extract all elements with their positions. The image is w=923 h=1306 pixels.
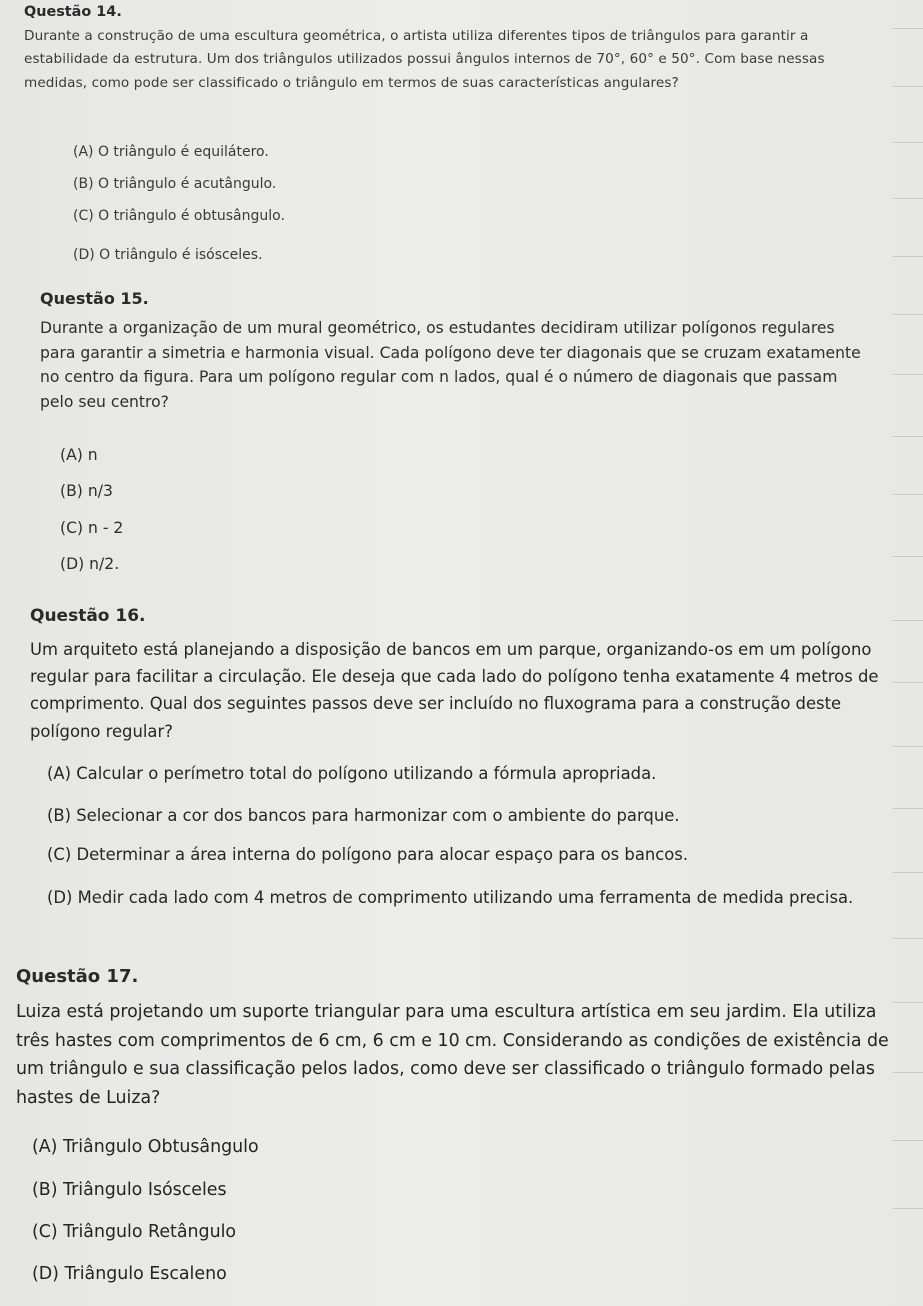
question-15: [40, 289, 870, 573]
question-17: [16, 966, 911, 1284]
question-16-title: Questão 16.: [30, 606, 146, 626]
margin-rule: [893, 374, 923, 375]
margin-rule: [893, 1072, 923, 1073]
question-14-title: Questão 14.: [24, 4, 122, 20]
margin-rule: [893, 314, 923, 315]
question-14-text: Durante a construção de uma escultura geométrica, o artista utiliza diferentes tipos de triângulos para garantir a estabilidade da estrutura. Um dos triângulos utilizados possui ângulos internos de 70°, 60° e 50°. Com base nessas medidas, como pode ser classificado o triângulo em termos de suas características angulares?: [24, 28, 825, 91]
margin-rule: [893, 1002, 923, 1003]
margin-rule: [893, 746, 923, 747]
margin-rule: [893, 86, 923, 87]
margin-rule: [893, 198, 923, 199]
margin-rule: [893, 142, 923, 143]
margin-rule: [893, 808, 923, 809]
question-16-option-b[interactable]: (B) Selecionar a cor dos bancos para harmonizar com o ambiente do parque.: [47, 806, 680, 825]
margin-rule: [893, 494, 923, 495]
question-17-option-d[interactable]: (D) Triângulo Escaleno: [32, 1264, 227, 1284]
question-16-option-c[interactable]: (C) Determinar a área interna do polígono para alocar espaço para os bancos.: [47, 845, 689, 864]
question-16: [30, 606, 900, 907]
margin-rule: [893, 256, 923, 257]
margin-rule: [893, 1140, 923, 1141]
question-17-option-c[interactable]: (C) Triângulo Retângulo: [32, 1222, 237, 1242]
margin-rule: [893, 938, 923, 939]
question-14-option-b[interactable]: (B) O triângulo é acutângulo.: [73, 176, 277, 192]
question-16-option-a[interactable]: (A) Calcular o perímetro total do polígono utilizando a fórmula apropriada.: [47, 764, 657, 783]
question-15-option-c[interactable]: (C) n - 2: [60, 519, 124, 537]
question-14-option-d[interactable]: (D) O triângulo é isósceles.: [73, 247, 263, 263]
question-17-option-a[interactable]: (A) Triângulo Obtusângulo: [32, 1137, 259, 1157]
question-15-title: Questão 15.: [40, 289, 149, 308]
question-15-option-d[interactable]: (D) n/2.: [60, 555, 120, 573]
margin-rule: [893, 682, 923, 683]
margin-rule: [893, 436, 923, 437]
question-17-text: Luiza está projetando um suporte triangular para uma escultura artística em seu jardim. Ela utiliza três hastes com comprimentos de 6 cm, 6 cm e 10 cm. Considerando as condições de existência de um triângulo e sua classificação pelos lados, como deve ser classificado o triângulo formado pelas hastes de Luiza?: [16, 1002, 889, 1108]
margin-rule: [893, 556, 923, 557]
question-14-option-c[interactable]: (C) O triângulo é obtusângulo.: [73, 208, 285, 224]
question-14-option-a[interactable]: (A) O triângulo é equilátero.: [73, 144, 269, 160]
margin-rule: [893, 1208, 923, 1209]
margin-rule: [893, 28, 923, 29]
question-15-option-b[interactable]: (B) n/3: [60, 482, 113, 500]
question-15-text: Durante a organização de um mural geométrico, os estudantes decidiram utilizar polígonos regulares para garantir a simetria e harmonia visual. Cada polígono deve ter diagonais que se cruzam exatamente no centro da figura. Para um polígono regular com n lados, qual é o número de diagonais que passam pelo seu centro?: [40, 319, 861, 411]
margin-rule: [893, 872, 923, 873]
question-17-option-b[interactable]: (B) Triângulo Isósceles: [32, 1180, 227, 1200]
question-16-option-d[interactable]: (D) Medir cada lado com 4 metros de comprimento utilizando uma ferramenta de medida precisa.: [47, 888, 854, 907]
question-14: [24, 4, 884, 263]
question-17-title: Questão 17.: [16, 966, 139, 987]
margin-rule: [893, 620, 923, 621]
question-15-option-a[interactable]: (A) n: [60, 446, 98, 464]
question-16-text: Um arquiteto está planejando a disposição de bancos em um parque, organizando-os em um polígono regular para facilitar a circulação. Ele deseja que cada lado do polígono tenha exatamente 4 metros de comprimento. Qual dos seguintes passos deve ser incluído no fluxograma para a construção deste polígono regular?: [30, 640, 879, 741]
